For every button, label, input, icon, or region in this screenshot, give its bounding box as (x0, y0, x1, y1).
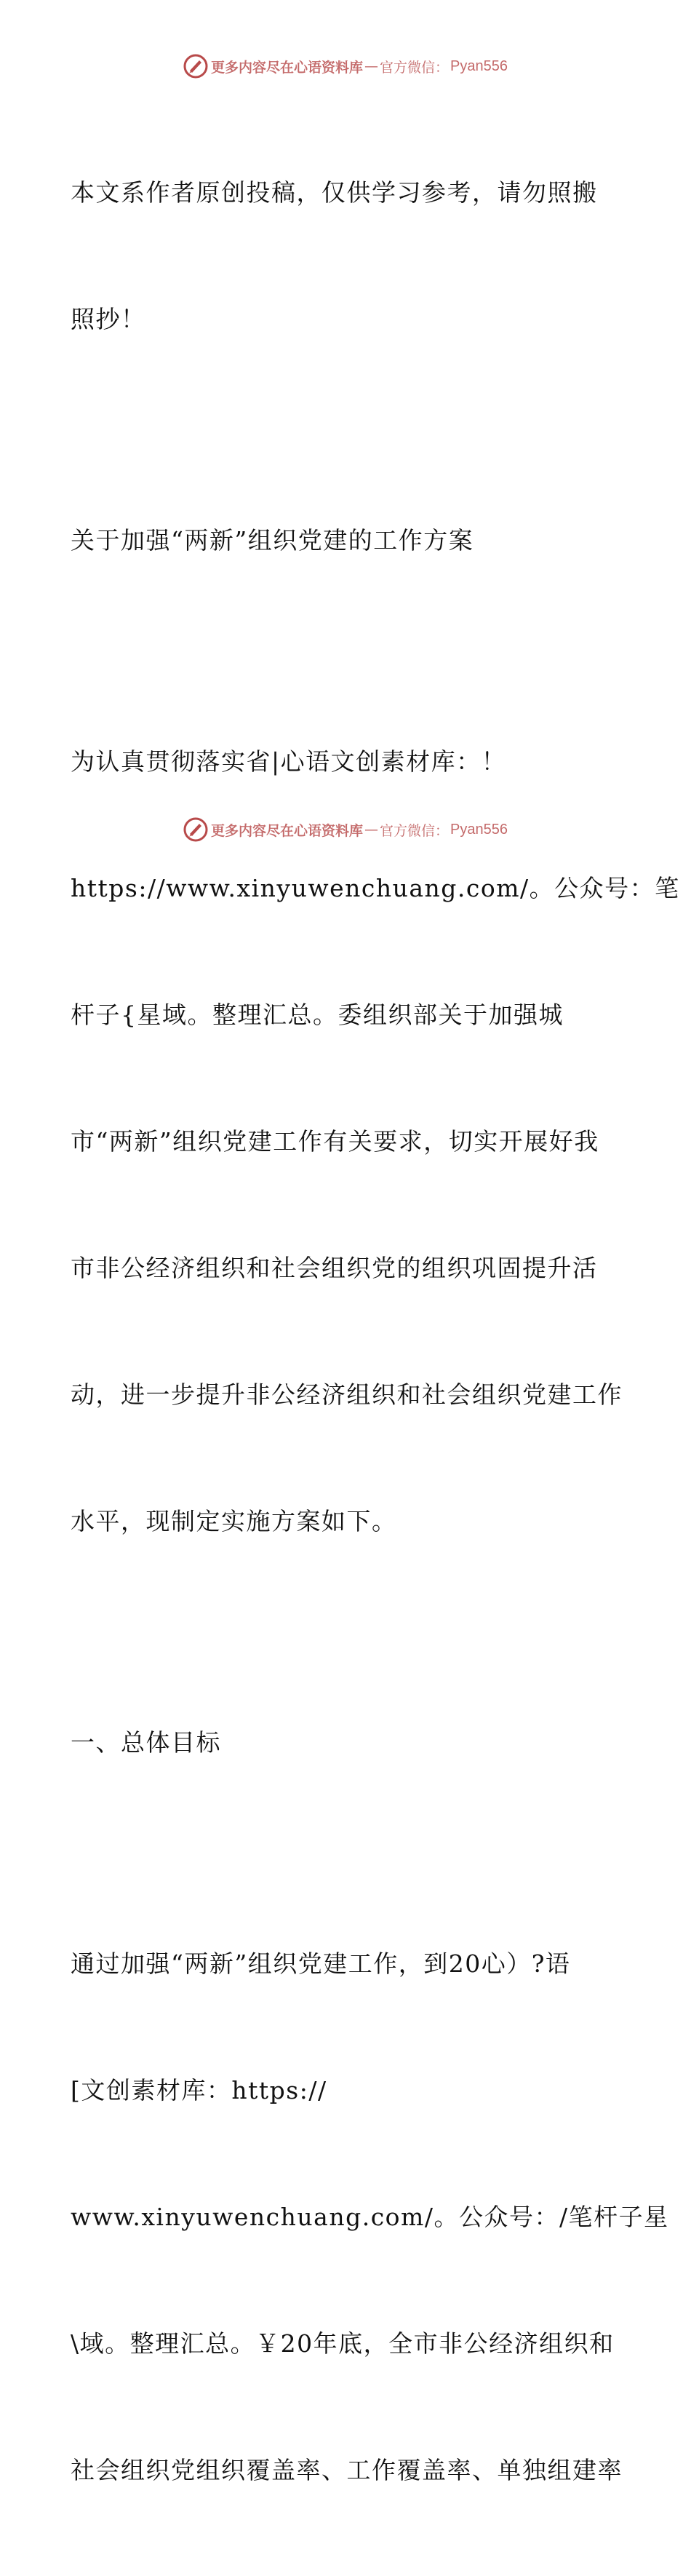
watermark-dash: — (364, 822, 379, 838)
text-line: 水平，现制定实施方案如下。 (71, 1507, 397, 1535)
section-heading (71, 1637, 623, 1848)
text-line: 杆子{星域。整理汇总。委组织部关于加强城 (71, 1001, 564, 1029)
document-title (71, 435, 623, 646)
text-line: 照抄！ (71, 305, 146, 333)
text-line: 动，进一步提升非公经济组织和社会组织党建工作 (71, 1380, 623, 1409)
text-line: www.xinyuwenchuang.com/。公众号：/笔杆子星 (71, 2203, 669, 2231)
watermark-main-text: 更多内容尽在心语资料库 (211, 59, 364, 76)
footer-watermark (0, 815, 691, 844)
text-line: 为认真贯彻落实省|心语文创素材库：！ (71, 747, 507, 776)
text-line: 本文系作者原创投稿，仅供学习参考，请勿照搬 (71, 178, 598, 207)
watermark-wechat-id: Pyan556 (450, 821, 508, 838)
watermark-wechat-id: Pyan556 (450, 57, 508, 74)
watermark-dash: — (364, 58, 379, 74)
text-line: \域。整理汇总。￥20年底，全市非公经济组织和 (71, 2329, 615, 2358)
watermark-official-label: 官方微信： (380, 59, 450, 76)
watermark-main-text: 更多内容尽在心语资料库 (211, 822, 364, 839)
goal-paragraph (71, 1859, 669, 2576)
disclaimer-paragraph (71, 87, 623, 425)
header-watermark (0, 52, 691, 81)
watermark-official-label: 官方微信： (380, 822, 450, 839)
text-line: https://www.xinyuwenchuang.com/。公众号：笔 (71, 874, 680, 902)
document-body (71, 87, 680, 2576)
text-line: [文创素材库：https:// (71, 2076, 327, 2104)
logo-icon (183, 817, 208, 842)
text-line: 通过加强“两新”组织党建工作，到20心）?语 (71, 1949, 571, 1978)
text-line: 关于加强“两新”组织党建的工作方案 (71, 526, 474, 554)
text-line: 一、总体目标 (71, 1728, 221, 1757)
intro-paragraph (71, 656, 680, 1627)
logo-icon (183, 54, 208, 79)
text-line: 市非公经济组织和社会组织党的组织巩固提升活 (71, 1254, 598, 1282)
text-line: 社会组织党组织覆盖率、工作覆盖率、单独组建率 (71, 2456, 623, 2484)
text-line: 市“两新”组织党建工作有关要求，切实开展好我 (71, 1127, 599, 1156)
